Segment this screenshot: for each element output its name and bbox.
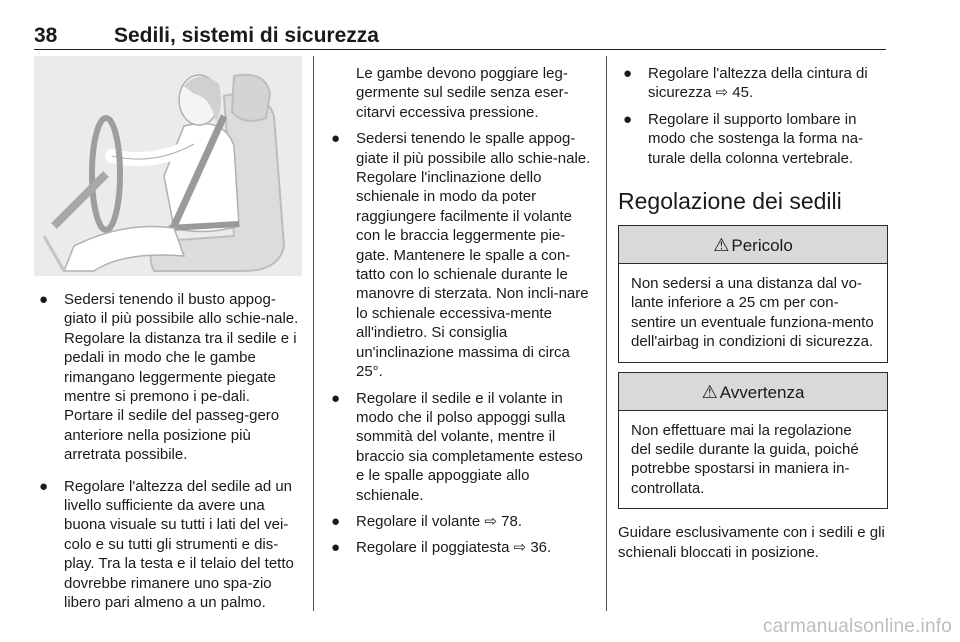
list-item: ● Regolare il supporto lombare in modo che sostenga la forma na-turale della colonna vertebrale. <box>623 110 864 167</box>
bullet-icon: ● <box>39 291 49 308</box>
bullet-icon: ● <box>39 477 49 495</box>
danger-box <box>618 225 888 363</box>
bullet-icon: ● <box>331 539 341 557</box>
cross-reference-link[interactable]: Regolare il poggiatesta ⇨ 36. <box>356 539 552 557</box>
bullet-icon: ● <box>623 110 633 128</box>
column-3 <box>618 64 888 562</box>
list-item: ● Sedersi tenendo il busto appog-giato il più possibile allo schie-nale. Regolare la distanza tra il sedile e i pedali in modo che le gambe rimangano leggermente piegate mentre si premono i pe-dali. Portare il sedile del passeg-gero anteriore nella posizione più arretrata possibile. <box>39 291 299 464</box>
watermark: carmanualsonline.info <box>762 616 952 637</box>
column-divider-2 <box>606 56 607 611</box>
list-item[interactable] <box>618 64 888 103</box>
page-title: Sedili, sistemi di sicurezza <box>114 24 379 47</box>
section-heading: Regolazione dei sedili <box>618 188 842 215</box>
seated-driver-illustration-icon <box>34 56 302 276</box>
list-item[interactable] <box>326 512 594 531</box>
bullet-icon: ● <box>623 65 633 82</box>
list-item: ● Regolare il sedile e il volante in modo che il polso appoggi sulla sommità del volante, mentre il braccio sia completamente esteso e le spalle appoggiate allo schienale. <box>331 389 583 504</box>
warning-box-title: Avvertenza <box>719 382 805 402</box>
list-item: ● Sedersi tenendo le spalle appog-giate il più possibile allo schie-nale. Regolare l'inclinazione dello schienale in modo da poter raggiungere facilmente il volante con le braccia leggermente pie-gate. Mantenere le spalle a con-tatto con lo schienale durante le manovre di sterzata. Non incli-nare lo schienale eccessiva-mente all'indietro. Si consiglia un'inclinazione massima di circa 25°. <box>331 130 591 381</box>
warning-box-text: Non effettuare mai la regolazione del sedile durante la guida, poiché potrebbe spostarsi in maniera in-controllata. <box>631 421 859 497</box>
page-number: 38 <box>34 24 58 47</box>
closing-paragraph: Guidare esclusivamente con i sedili e gli schienali bloccati in posizione. <box>618 524 885 561</box>
continuation-text: Le gambe devono poggiare leg-germente sul sedile senza eser-citarvi eccessiva pressione. <box>356 65 569 121</box>
page-header <box>34 24 886 50</box>
danger-box-title: Pericolo <box>731 236 793 256</box>
list-item: ● Regolare l'altezza del sedile ad un livello sufficiente da avere una buona visuale su tutti i lati del vei-colo e su tutti gli strumenti e dis-play. Tra la testa e il telaio del tetto dovrebbe rimanere uno spa-zio libero pari almeno a un palmo. <box>39 477 294 612</box>
cross-reference-link[interactable]: Regolare il volante ⇨ 78. <box>356 512 522 530</box>
warning-triangle-icon: ⚠ <box>701 381 718 402</box>
warning-triangle-icon: ⚠ <box>713 235 730 256</box>
bullet-icon: ● <box>331 130 341 148</box>
column-1 <box>34 56 302 625</box>
cross-reference-link[interactable]: Regolare l'altezza della cintura di sicurezza ⇨ 45. <box>648 65 868 102</box>
warning-box-header <box>619 373 887 411</box>
danger-box-header <box>619 226 887 264</box>
warning-box <box>618 372 888 510</box>
bullet-icon: ● <box>331 512 341 530</box>
column-2 <box>326 64 594 565</box>
column-divider-1 <box>313 56 314 611</box>
danger-box-text: Non sedersi a una distanza dal vo-lante inferiore a 25 cm per con-sentire un eventuale funziona-mento dell'airbag in condizioni di sicurezza. <box>631 275 874 351</box>
list-item[interactable] <box>326 538 594 557</box>
bullet-icon: ● <box>331 389 341 407</box>
